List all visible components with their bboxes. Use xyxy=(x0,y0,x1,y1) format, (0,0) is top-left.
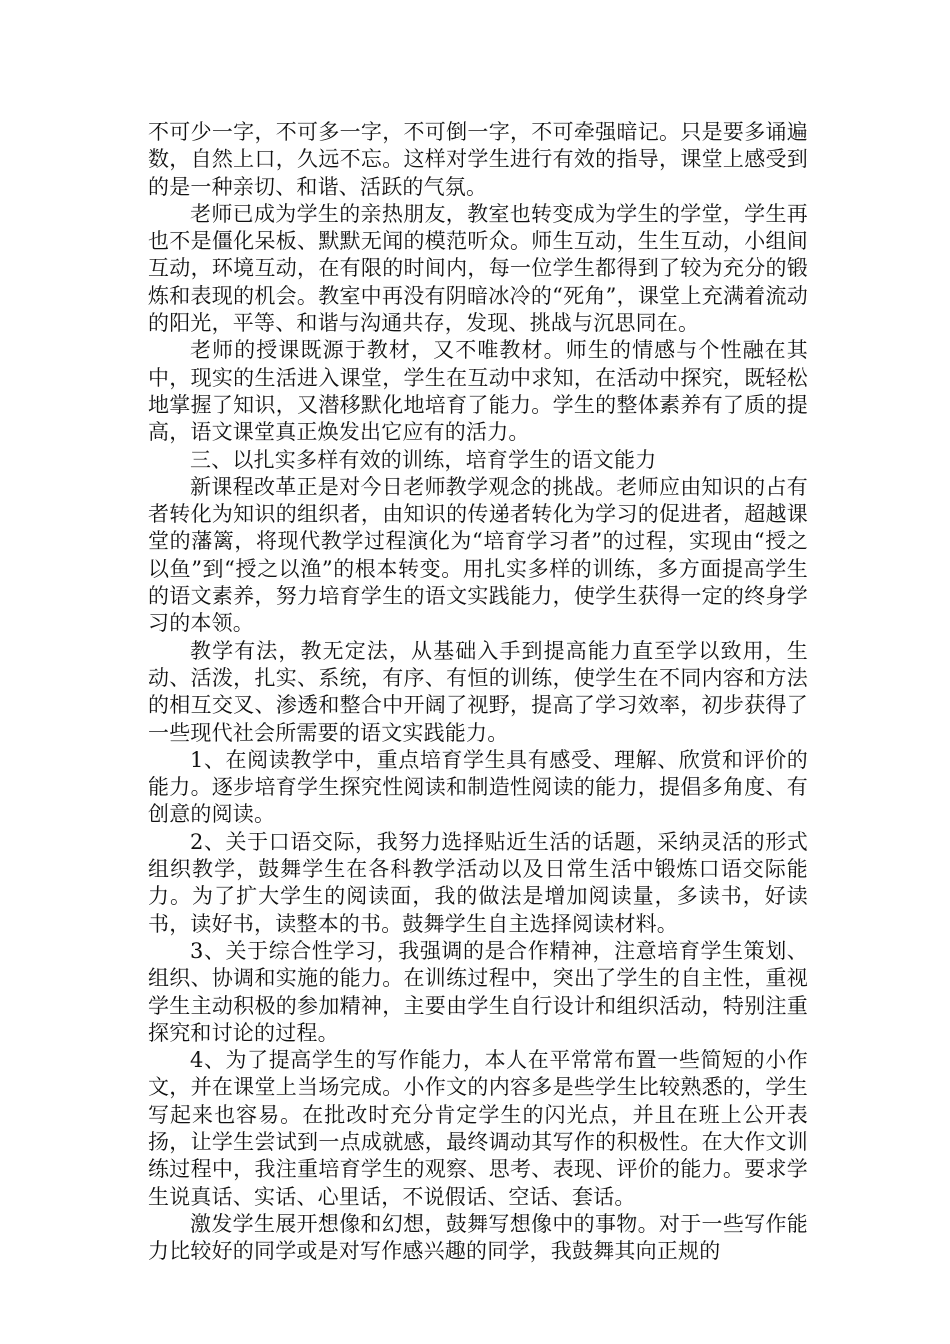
list-item-paragraph: 4、为了提高学生的写作能力，本人在平常常布置一些简短的小作文，并在课堂上当场完成。小作文的内容多是些学生比较熟悉的，学生写起来也容易。在批改时充分肯定学生的闪光点，并且在班上公开表扬，让学生尝试到一点成就感，最终调动其写作的积极性。在大作文训练过程中，我注重培育学生的观察、思考、表现、评价的能力。要求学生说真话、实话、心里话，不说假话、空话、套话。 xyxy=(148,1048,808,1209)
paragraph: 老师已成为学生的亲热朋友，教室也转变成为学生的学堂，学生再也不是僵化呆板、默默无闻的模范听众。师生互动，生生互动，小组间互动，环境互动，在有限的时间内，每一位学生都得到了较为充分的锻炼和表现的机会。教室中再没有阴暗冰冷的“死角”，课堂上充满着流动的阳光，平等、和谐与沟通共存，发现、挑战与沉思同在。 xyxy=(148,201,808,336)
list-item-paragraph: 1、在阅读教学中，重点培育学生具有感受、理解、欣赏和评价的能力。逐步培育学生探究性阅读和制造性阅读的能力，提倡多角度、有创意的阅读。 xyxy=(148,747,808,827)
document-body xyxy=(148,119,808,1265)
paragraph: 教学有法，教无定法，从基础入手到提高能力直至学以致用，生动、活泼，扎实、系统，有序、有恒的训练，使学生在不同内容和方法的相互交叉、渗透和整合中开阔了视野，提高了学习效率，初步获得了一些现代社会所需要的语文实践能力。 xyxy=(148,638,808,745)
paragraph: 新课程改革正是对今日老师教学观念的挑战。老师应由知识的占有者转化为知识的组织者，由知识的传递者转化为学习的促进者，超越课堂的藩篱，将现代教学过程演化为“培育学习者”的过程，实现由“授之以鱼”到“授之以渔”的根本转变。用扎实多样的训练，多方面提高学生的语文素养，努力培育学生的语文实践能力，使学生获得一定的终身学习的本领。 xyxy=(148,474,808,636)
paragraph-continuation: 不可少一字，不可多一字，不可倒一字，不可牵强暗记。只是要多诵遍数，自然上口，久远不忘。这样对学生进行有效的指导，课堂上感受到的是一种亲切、和谐、活跃的气氛。 xyxy=(148,120,808,199)
paragraph: 老师的授课既源于教材，又不唯教材。师生的情感与个性融在其中，现实的生活进入课堂，学生在互动中求知，在活动中探究，既轻松地掌握了知识，又潜移默化地培育了能力。学生的整体素养有了质的提高，语文课堂真正焕发出它应有的活力。 xyxy=(148,338,808,445)
list-item-paragraph: 2、关于口语交际，我努力选择贴近生活的话题，采纳灵活的形式组织教学，鼓舞学生在各科教学活动以及日常生活中锻炼口语交际能力。为了扩大学生的阅读面，我的做法是增加阅读量，多读书，好读书，读好书，读整本的书。鼓舞学生自主选择阅读材料。 xyxy=(148,829,808,936)
section-heading: 三、以扎实多样有效的训练，培育学生的语文能力 xyxy=(190,447,657,472)
list-item-paragraph: 3、关于综合性学习，我强调的是合作精神，注意培育学生策划、组织、协调和实施的能力。在训练过程中，突出了学生的自主性，重视学生主动积极的参加精神，主要由学生自行设计和组织活动，特别注重探究和讨论的过程。 xyxy=(148,938,808,1045)
paragraph: 激发学生展开想像和幻想，鼓舞写想像中的事物。对于一些写作能力比较好的同学或是对写作感兴趣的同学，我鼓舞其向正规的 xyxy=(148,1211,808,1264)
